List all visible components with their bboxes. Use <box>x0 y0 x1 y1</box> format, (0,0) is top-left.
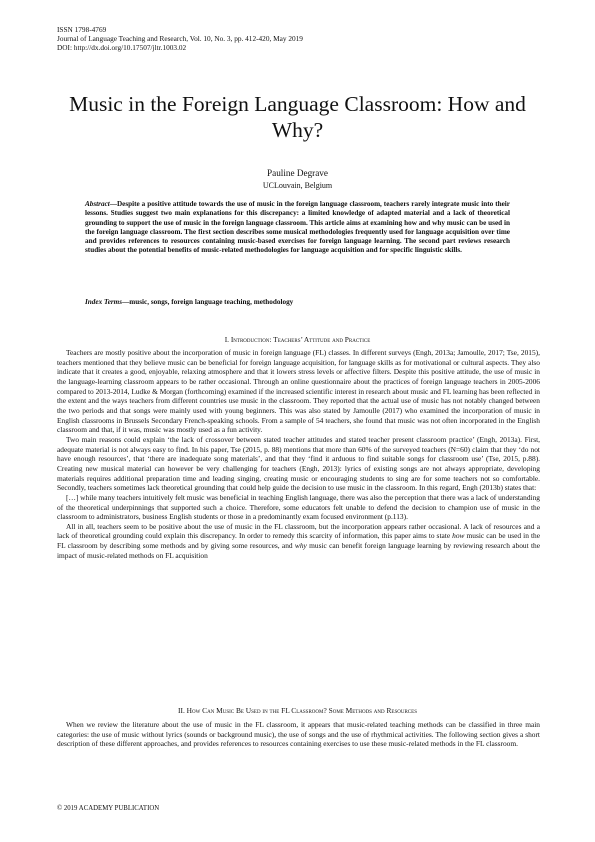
author-affiliation: UCLouvain, Belgium <box>262 181 333 190</box>
author-name: Pauline Degrave <box>267 168 328 178</box>
emphasis-how: how <box>452 531 465 541</box>
journal-header <box>57 25 537 52</box>
paper-title: Music in the Foreign Language Classroom: How and Why? <box>69 92 526 142</box>
section-1-heading: I. Introduction: Teachers’ Attitude and Practice <box>224 335 371 344</box>
footer-copyright: © 2019 ACADEMY PUBLICATION <box>57 805 160 812</box>
index-terms <box>85 298 510 307</box>
doi-line: DOI: http://dx.doi.org/10.17507/jltr.1003.02 <box>57 43 187 52</box>
issn-line: ISSN 1798-4769 <box>57 25 107 34</box>
section-1-body <box>57 348 540 560</box>
paragraph: Two main reasons could explain ‘the lack of crossover between stated teacher attitudes and stated teacher present classroom practice’ (Engh, 2013a). First, adequate material is not always easy to find. In his paper, Tse (2015, p. 88) mentions that more than 60% of the surveyed teachers (N=60) claim that they ‘do not have enough resources’, that ‘there are inadequate song materials’, and that they ‘find it arduous to find suitable songs for classroom use’ (Tse, 2015, p.88). Creating new musical material can however be very challenging for teachers (Engh, 2013): lyrics of existing songs are not always appropriate, developing materials requires additional preparation time and leading singing, creating music or encouraging students to sing are for some teachers not so comfortable. Secondly, teachers sometimes lack theoretical grounding that could help guide the decision to use music in the classroom. In this regard, Engh (2013b) states that: <box>57 434 540 493</box>
index-terms-label: Index Terms <box>85 298 123 306</box>
section-2-heading: II. How Can Music Be Used in the FL Classroom? Some Methods and Resources <box>178 706 417 715</box>
block-quote: […] while many teachers intuitively felt music was beneficial in teaching English language, there was also the perception that there was a lack of understanding of the theoretical underpinnings that supported such a choice. Therefore, some educators felt unable to defend the decision to champion use of music in the classroom to administrators, business English students or those in a predominantly exam focused environment (p.113). <box>57 492 540 522</box>
emphasis-why: why <box>294 541 307 551</box>
paragraph: Teachers are mostly positive about the incorporation of music in foreign language (FL) classes. In different surveys (Engh, 2013a; Jamoulle, 2017; Tse, 2015), teachers mentioned that they believe music can be beneficial for foreign language acquisition, for language skills as for motivational or cultural aspects. They also indicate that it creates a good, enjoyable, relaxing atmosphere and that it lowers stress levels or affective filters. Despite this positive attitude, the use of music in the language-learning classroom appears to be rather occasional. Through an online questionnaire about the practices of foreign language teachers in 2005-2006 compared to 2013-2014, Ludke & Morgan (forthcoming) examined if the increased scientific interest in research about music and FL learning has been reflected in the extent and the ways teachers from different countries use music in the classroom. They reported that the actual use of music has not notably changed between the two periods and that songs were mainly used with young beginners. This was also stated by Jamoulle (2017) who examined the incorporation of music in English classrooms in Brussels Secondary French-speaking schools. From a sample of 54 teachers, she found that music was not often incorporated in the English classroom and that, if it was, music was mostly used as a fun activity. <box>57 348 540 435</box>
abstract-label: Abstract <box>85 200 110 208</box>
paragraph-text: music can be used in the FL classroom by describing some methods and by giving some resources, and <box>57 531 540 551</box>
paragraph-text: music can benefit foreign language learning by reviewing research about the impact of music-related methods on FL acquisition <box>57 541 540 560</box>
paragraph-text: All in all, teachers seem to be positive about the use of music in the FL classroom, but the incorporation appears rather occasional. A lack of resources and a lack of theoretical grounding could explain this discrepancy. In order to remedy this scarcity of information, this paper aims to state <box>57 521 540 541</box>
index-terms-text: —music, songs, foreign language teaching, methodology <box>122 298 294 306</box>
paragraph: When we review the literature about the use of music in the FL classroom, it appears that music-related teaching methods can be classified in three main categories: the use of music without lyrics (sounds or background music), the use of songs and the use of rhythmical activities. The following section gives a short description of these different approaches, and provides references to resources containing exercises to use these music-related methods in the FL classroom. <box>57 720 540 749</box>
abstract <box>85 200 510 256</box>
paragraph <box>57 522 540 561</box>
abstract-text: —Despite a positive attitude towards the use of music in the foreign language classroom, teachers rarely integrate music into their lessons. Studies suggest two main explanations for this discrepancy: a limited knowledge of adapted material and a lack of theoretical grounding to support the use of music in the foreign language classroom. This article aims at examining how and why music can be used in the foreign language classroom. The first section describes some musical methodologies frequently used for language acquisition over time and provides references to resources containing music-based exercises for foreign language learning. The second part reviews research studies about the potential benefits of music-related methodologies for language acquisition and for specific linguistic skills. <box>85 200 510 255</box>
section-2-body <box>57 720 540 749</box>
journal-line: Journal of Language Teaching and Research, Vol. 10, No. 3, pp. 412-420, May 2019 <box>57 34 303 43</box>
